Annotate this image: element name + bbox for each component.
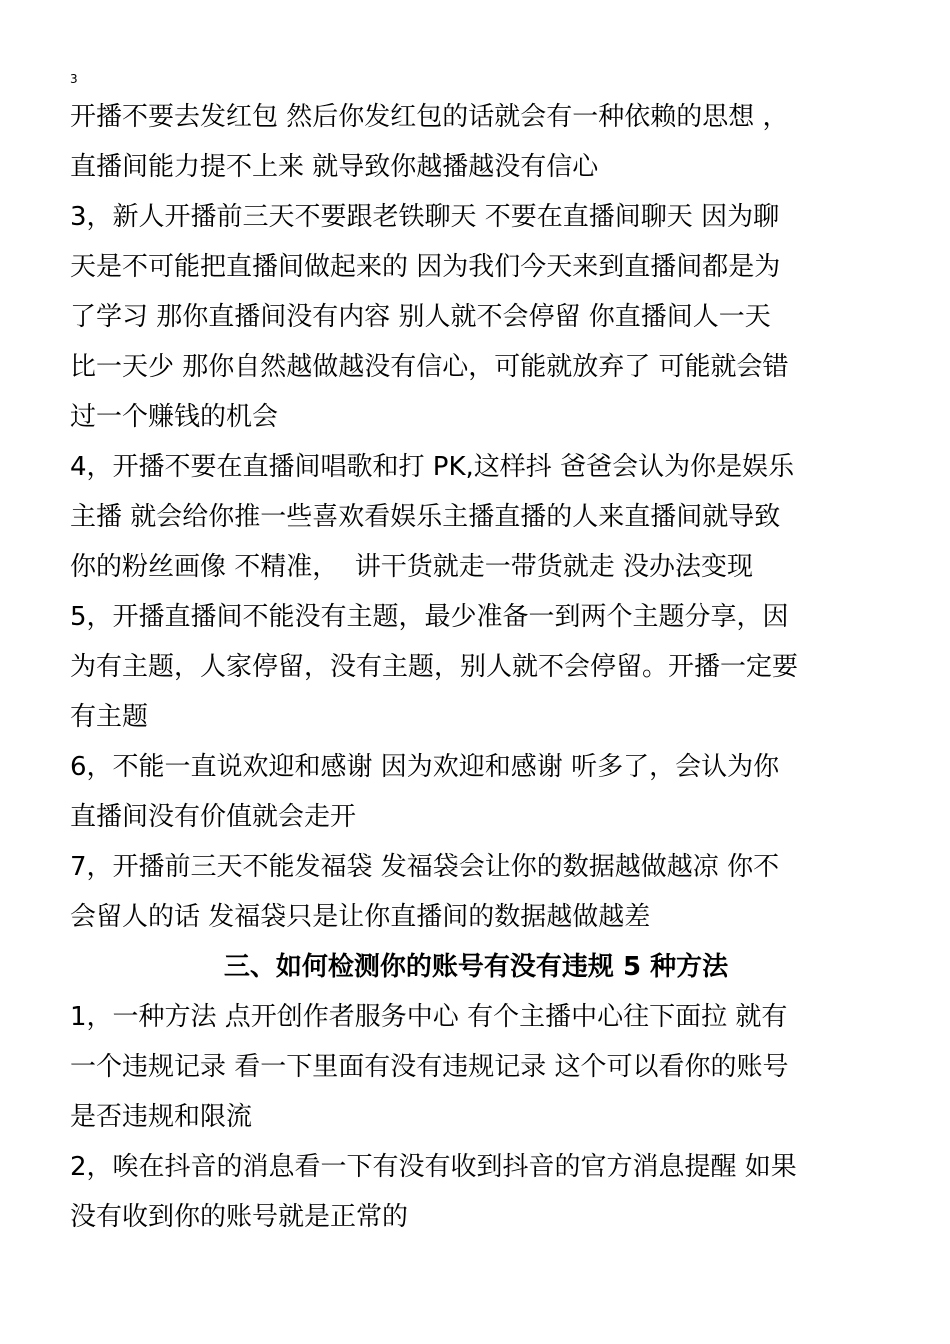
text-line: 6，不能一直说欢迎和感谢 因为欢迎和感谢 听多了，会认为你	[70, 752, 780, 782]
text-line: 你的粉丝画像 不精准， 讲干货就走一带货就走 没办法变现	[70, 552, 754, 582]
document-body	[70, 92, 882, 1242]
text-line: 有主题	[70, 702, 149, 732]
text-line: 2，唉在抖音的消息看一下有没有收到抖音的官方消息提醒 如果	[70, 1152, 797, 1182]
text-line: 了学习 那你直播间没有内容 别人就不会停留 你直播间人一天	[70, 302, 771, 332]
text-line: 比一天少 那你自然越做越没有信心，可能就放弃了 可能就会错	[70, 352, 789, 382]
paragraph	[70, 1142, 882, 1242]
text-line: 是否违规和限流	[70, 1102, 253, 1132]
text-line: 4，开播不要在直播间唱歌和打 PK,这样抖 爸爸会认为你是娱乐	[70, 452, 795, 482]
text-line: 主播 就会给你推一些喜欢看娱乐主播直播的人来直播间就导致	[70, 502, 781, 532]
paragraph	[70, 192, 882, 442]
text-line: 直播间能力提不上来 就导致你越播越没有信心	[70, 152, 599, 182]
section-heading-text: 三、如何检测你的账号有没有违规 5 种方法	[223, 952, 729, 982]
text-line: 过一个赚钱的机会	[70, 402, 279, 432]
text-line: 没有收到你的账号就是正常的	[70, 1202, 409, 1232]
text-line: 7，开播前三天不能发福袋 发福袋会让你的数据越做越凉 你不	[70, 852, 780, 882]
section-heading	[70, 942, 882, 992]
text-line: 天是不可能把直播间做起来的 因为我们今天来到直播间都是为	[70, 252, 781, 282]
text-line: 3，新人开播前三天不要跟老铁聊天 不要在直播间聊天 因为聊	[70, 202, 780, 232]
page-number: 3	[70, 72, 78, 86]
text-line: 5，开播直播间不能没有主题，最少准备一到两个主题分享，因	[70, 602, 789, 632]
paragraph	[70, 442, 882, 592]
paragraph	[70, 592, 882, 742]
text-line: 一个违规记录 看一下里面有没有违规记录 这个可以看你的账号	[70, 1052, 789, 1082]
paragraph	[70, 842, 882, 942]
paragraph	[70, 92, 882, 192]
text-line: 为有主题，人家停留，没有主题，别人就不会停留。开播一定要	[70, 652, 799, 682]
paragraph	[70, 992, 882, 1142]
text-line: 直播间没有价值就会走开	[70, 802, 357, 832]
paragraph	[70, 742, 882, 842]
text-line: 会留人的话 发福袋只是让你直播间的数据越做越差	[70, 902, 651, 932]
text-line: 开播不要去发红包 然后你发红包的话就会有一种依赖的思想 ，	[70, 102, 789, 132]
text-line: 1，一种方法 点开创作者服务中心 有个主播中心往下面拉 就有	[70, 1002, 788, 1032]
